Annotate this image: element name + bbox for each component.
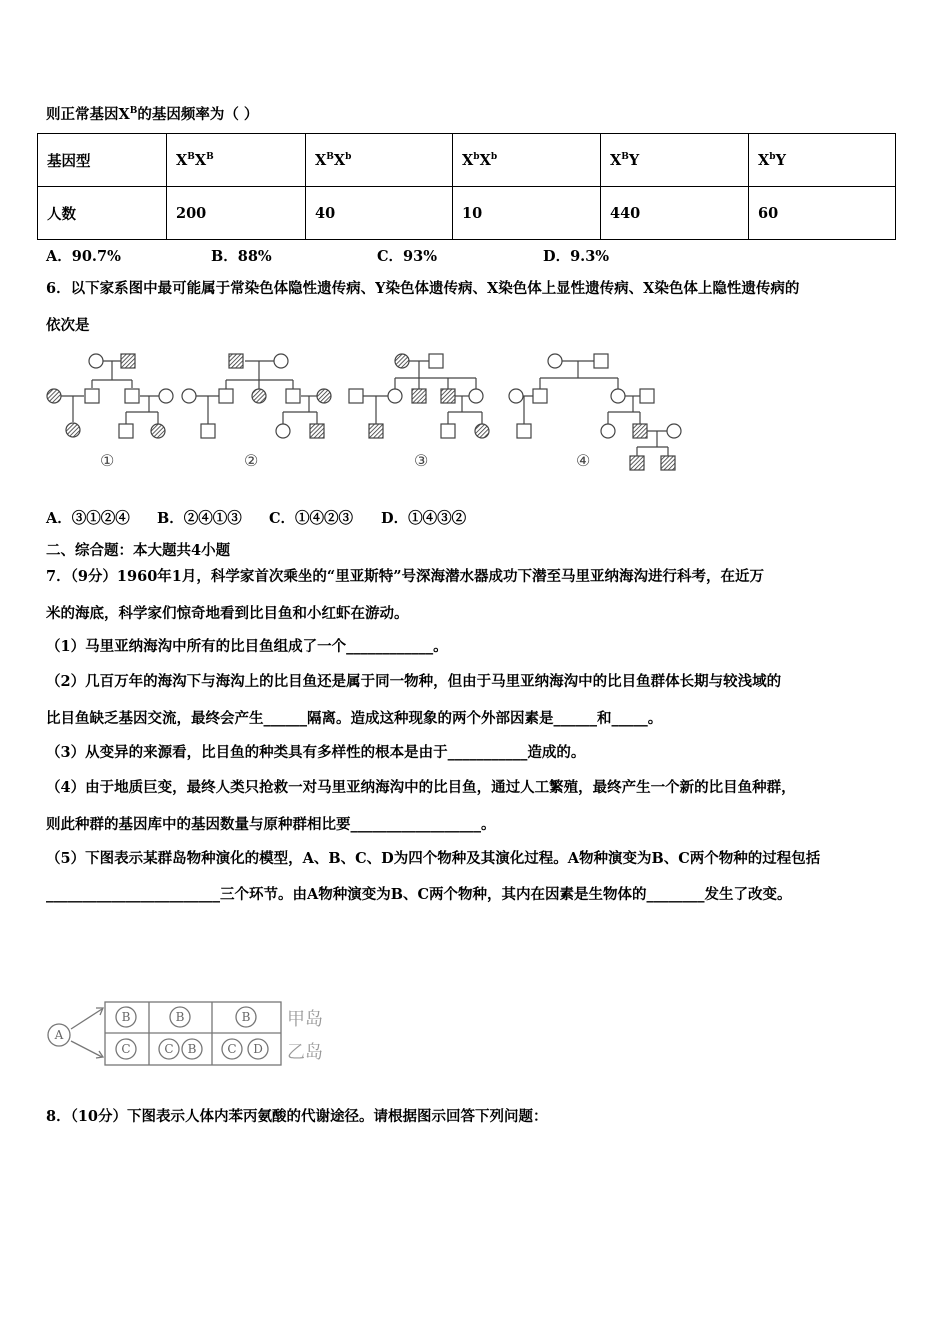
section-heading: 二、综合题：本大题共4小题 [46,542,231,559]
table-cell: 基因型 [38,134,167,187]
pedigree-female [667,424,681,438]
q7-line: （4）由于地质巨变，最终人类只抢救一对马里亚纳海沟中的比目鱼，通过人工繁殖，最终产生一个新的比目鱼种群， [46,779,796,796]
pedigree-female-affected [475,424,489,438]
table-cell: 人数 [38,187,167,240]
pedigree-female-affected [47,389,61,403]
pedigree-male [219,389,233,403]
species-a-label: A [54,1028,64,1042]
q7-line: ________________________三个环节。由A物种演变为B、C两个物种，其内在因素是生物体的________发生了改变。 [46,886,792,903]
species-label: B [241,1010,251,1024]
pedigree-male-affected [412,389,426,403]
pedigree-female [182,389,196,403]
pedigree-figure [45,350,685,480]
pedigree-label-2: ② [244,451,259,470]
table-row [38,187,896,240]
island-label-2: 乙岛 [287,1042,323,1063]
option-b: B．88% [211,248,272,265]
pedigree-male [441,424,455,438]
pedigree-label-1: ① [100,451,115,470]
genotype-table [37,133,896,240]
pedigree-male-affected [441,389,455,403]
species-label: C [227,1042,237,1056]
island-model-figure [44,995,344,1070]
pedigree-male [125,389,139,403]
pedigree-female [509,389,523,403]
q7-line: （3）从变异的来源看，比目鱼的种类具有多样性的根本是由于___________造成的。 [46,744,586,761]
pedigree-female [276,424,290,438]
pedigree-male [85,389,99,403]
q6-line2: 依次是 [46,317,90,334]
q8-line: 8．（10分）下图表示人体内苯丙氨酸的代谢途径。请根据图示回答下列问题： [46,1108,548,1125]
pedigree-male [201,424,215,438]
q7-line: （1）马里亚纳海沟中所有的比目鱼组成了一个____________。 [46,638,448,655]
pedigree-male-affected [633,424,647,438]
species-label: C [121,1042,131,1056]
option-c: C．93% [377,248,437,265]
pedigree-female [388,389,402,403]
pedigree-male [429,354,443,368]
island-label-1: 甲岛 [287,1009,323,1030]
q6-option-b: B．②④①③ [157,510,242,527]
pedigree-male [286,389,300,403]
species-label: B [121,1010,131,1024]
pedigree-male-affected [310,424,324,438]
species-label: B [187,1042,197,1056]
pedigree-female [274,354,288,368]
pedigree-male [119,424,133,438]
pedigree-female-affected [151,424,165,438]
pedigree-female-affected [66,423,80,437]
pedigree-male-affected [121,354,135,368]
q6-option-c: C．①④②③ [269,510,354,527]
q5-stem: 则正常基因$X^B$的基因频率为（ ） [46,105,259,123]
q6-line1: 6．以下家系图中最可能属于常染色体隐性遗传病、Y染色体遗传病、X染色体上显性遗传病、X染色体上隐性遗传病的 [46,280,800,297]
table-cell: 40 [306,187,453,240]
table-row [38,134,896,187]
table-cell: $X^BY$ [601,134,749,187]
table-cell: $X^bX^b$ [453,134,601,187]
table-cell: 440 [601,187,749,240]
pedigree-male [594,354,608,368]
pedigree-male-affected [229,354,243,368]
q7-line: 7．（9分）1960年1月，科学家首次乘坐的“里亚斯特”号深海潜水器成功下潜至马里亚纳海沟进行科考，在近万 [46,568,765,585]
pedigree-male [349,389,363,403]
pedigree-female [159,389,173,403]
pedigree-label-3: ③ [414,451,429,470]
table-cell: $X^BX^B$ [167,134,306,187]
table-cell: 10 [453,187,601,240]
q7-line: 米的海底，科学家们惊奇地看到比目鱼和小红虾在游动。 [46,605,409,622]
pedigree-female-affected [252,389,266,403]
pedigree-female-affected [395,354,409,368]
pedigree-male [517,424,531,438]
pedigree-female [89,354,103,368]
pedigree-female [548,354,562,368]
table-cell: 200 [167,187,306,240]
q7-line: （2）几百万年的海沟下与海沟上的比目鱼还是属于同一物种，但由于马里亚纳海沟中的比目鱼群体长期与较浅域的 [46,673,782,690]
pedigree-label-4: ④ [576,451,591,470]
table-cell: 60 [749,187,896,240]
option-d: D．9.3% [543,248,610,265]
species-label: D [253,1042,263,1056]
pedigree-female-affected [317,389,331,403]
pedigree-female [611,389,625,403]
table-cell: $X^BX^b$ [306,134,453,187]
table-cell: $X^bY$ [749,134,896,187]
option-a: A．90.7% [46,248,121,265]
pedigree-male [533,389,547,403]
species-label: C [164,1042,174,1056]
pedigree-male-affected [630,456,644,470]
pedigree-male [640,389,654,403]
pedigree-male-affected [369,424,383,438]
species-label: B [175,1010,185,1024]
q6-option-d: D．①④③② [381,510,467,527]
q6-option-a: A．③①②④ [46,510,130,527]
q7-line: 则此种群的基因库中的基因数量与原种群相比要__________________。 [46,816,496,833]
pedigree-female [469,389,483,403]
q7-line: （5）下图表示某群岛物种演化的模型，A、B、C、D为四个物种及其演化过程。A物种演变为B、C两个物种的过程包括 [46,850,821,867]
q7-line: 比目鱼缺乏基因交流，最终会产生______隔离。造成这种现象的两个外部因素是______和_____。 [46,710,663,727]
pedigree-female [601,424,615,438]
pedigree-male-affected [661,456,675,470]
